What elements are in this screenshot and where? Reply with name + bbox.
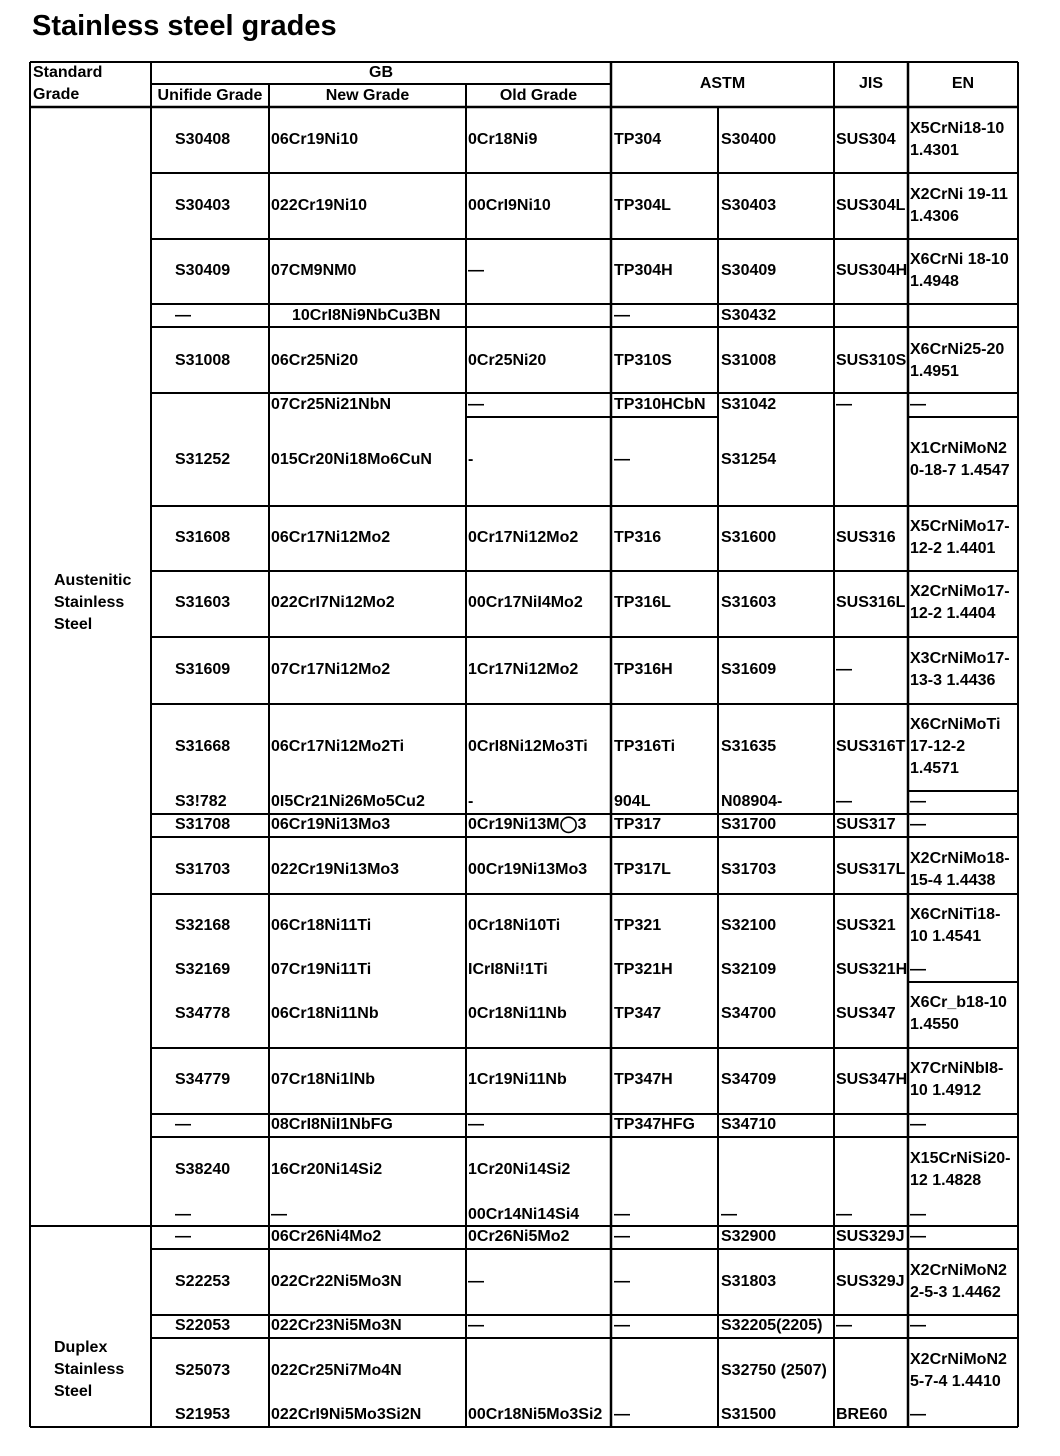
cell-en: X2CrNiMo18- 15-4 1.4438 (910, 850, 1010, 889)
cell-unified-grade: — (175, 1206, 191, 1223)
cell-en: X5CrNiMo17- 12-2 1.4401 (910, 518, 1010, 557)
cell-jis: SUS347H (836, 1071, 908, 1088)
cell-astm-uns: S31042 (721, 396, 777, 413)
cell-new-grade: 022Cr23Ni5Mo3N (271, 1317, 402, 1334)
cell-astm-uns: S34709 (721, 1071, 777, 1088)
cell-old-grade: 00Cr19Ni13Mo3 (468, 861, 588, 878)
cell-astm-uns: S31700 (721, 816, 777, 833)
cell-jis: SUS317 (836, 816, 896, 833)
cell-en: X2CrNiMoN2 2-5-3 1.4462 (910, 1262, 1007, 1301)
cell-astm-uns: — (721, 1206, 737, 1223)
cell-unified-grade: S30409 (175, 262, 231, 279)
cell-unified-grade: S31703 (175, 861, 231, 878)
cell-astm-uns: S34700 (721, 1005, 777, 1022)
cell-astm-tp: — (614, 1406, 630, 1423)
header-new-grade: New Grade (325, 87, 410, 104)
cell-astm-uns: S30403 (721, 197, 777, 214)
cell-en: — (910, 961, 926, 978)
cell-old-grade: — (468, 262, 484, 279)
cell-old-grade: - (468, 451, 474, 468)
cell-astm-uns: S32100 (721, 917, 777, 934)
cell-en: X3CrNiMo17- 13-3 1.4436 (910, 650, 1010, 689)
cell-astm-uns: N08904- (721, 793, 783, 810)
cell-unified-grade: S34779 (175, 1071, 231, 1088)
cell-new-grade: 022CrI9Ni5Mo3Si2N (271, 1406, 422, 1423)
cell-new-grade: 06Cr18Ni11Nb (271, 1005, 379, 1022)
cell-astm-tp: — (614, 1206, 630, 1223)
cell-new-grade: — (271, 1206, 287, 1223)
cell-jis: — (836, 661, 852, 678)
cell-new-grade: 022CrI7Ni12Mo2 (271, 594, 395, 611)
cell-jis: — (836, 1206, 852, 1223)
cell-old-grade: 0CrI8Ni12Mo3Ti (468, 738, 588, 755)
cell-jis: SUS310S (836, 352, 907, 369)
cell-new-grade: 07Cr18Ni1lNb (271, 1071, 376, 1088)
cell-astm-uns: S30432 (721, 307, 777, 324)
cell-jis: — (836, 1317, 852, 1334)
cell-astm-uns: S31500 (721, 1406, 777, 1423)
cell-astm-uns: S31008 (721, 352, 777, 369)
cell-en: X2CrNiMo17- 12-2 1.4404 (910, 583, 1010, 622)
cell-astm-tp: TP347 (614, 1005, 662, 1022)
cell-old-grade: 00Cr17NiI4Mo2 (468, 594, 583, 611)
cell-en: — (910, 1206, 926, 1223)
cell-old-grade: 0Cr18Ni11Nb (468, 1005, 567, 1022)
cell-old-grade: 1Cr20Ni14Si2 (468, 1161, 571, 1178)
cell-astm-uns: S32109 (721, 961, 777, 978)
cell-new-grade: 0I5Cr21Ni26Mo5Cu2 (271, 793, 425, 810)
cell-old-grade: — (468, 1317, 484, 1334)
cell-astm-tp: TP347H (614, 1071, 673, 1088)
cell-old-grade: 0Cr19Ni13M◯3 (468, 816, 587, 833)
cell-unified-grade: S31668 (175, 738, 231, 755)
cell-astm-uns: S31254 (721, 451, 777, 468)
cell-unified-grade: S31609 (175, 661, 231, 678)
cell-astm-tp: TP347HFG (614, 1116, 695, 1133)
cell-new-grade: 022Cr25Ni7Mo4N (271, 1362, 402, 1379)
cell-jis: SUS304H (836, 262, 908, 279)
cell-astm-tp: TP310HCbN (614, 396, 706, 413)
cell-unified-grade: S34778 (175, 1005, 231, 1022)
cell-new-grade: 07Cr25Ni21NbN (271, 396, 392, 413)
cell-astm-uns: S31803 (721, 1273, 777, 1290)
cell-unified-grade: — (175, 1116, 191, 1133)
cell-astm-uns: S32205(2205) (721, 1317, 823, 1334)
cell-astm-tp: TP310S (614, 352, 672, 369)
cell-astm-uns: S30409 (721, 262, 777, 279)
cell-unified-grade: S32168 (175, 917, 231, 934)
cell-en: — (910, 793, 926, 810)
cell-en: — (910, 816, 926, 833)
cell-astm-tp: TP304 (614, 131, 662, 148)
cell-new-grade: 10CrI8Ni9NbCu3BN (292, 307, 441, 324)
cell-en: X6CrNi 18-10 1.4948 (910, 251, 1009, 290)
cell-new-grade: 015Cr20Ni18Mo6CuN (271, 451, 432, 468)
cell-new-grade: 07Cr19Ni11Ti (271, 961, 372, 978)
cell-old-grade: 00Cr14Ni14Si4 (468, 1206, 580, 1223)
cell-en: — (910, 1228, 926, 1245)
header-standard-grade: Standard Grade (33, 64, 103, 103)
cell-unified-grade: — (175, 1228, 191, 1245)
cell-astm-uns: S31609 (721, 661, 777, 678)
cell-unified-grade: S3!782 (175, 793, 227, 810)
cell-astm-tp: TP316H (614, 661, 673, 678)
cell-new-grade: 06Cr18Ni11Ti (271, 917, 372, 934)
cell-jis: SUS329J (836, 1228, 905, 1245)
cell-old-grade: — (468, 1273, 484, 1290)
cell-en: X2CrNi 19-11 1.4306 (910, 186, 1008, 225)
cell-astm-tp: 904L (614, 793, 651, 810)
cell-jis: SUS347 (836, 1005, 896, 1022)
cell-old-grade: 0Cr18Ni10Ti (468, 917, 561, 934)
cell-en: — (910, 1116, 926, 1133)
cell-unified-grade: — (175, 307, 191, 324)
cell-unified-grade: S31708 (175, 816, 231, 833)
cell-astm-uns: S32900 (721, 1228, 777, 1245)
cell-en: X6CrNiTi18- 10 1.4541 (910, 906, 1001, 945)
cell-new-grade: 022Cr19Ni10 (271, 197, 368, 214)
cell-astm-tp: TP321 (614, 917, 662, 934)
cell-en: — (910, 396, 926, 413)
cell-unified-grade: S32169 (175, 961, 231, 978)
cell-new-grade: 07Cr17Ni12Mo2 (271, 661, 391, 678)
category-austenitic: Austenitic Stainless Steel (54, 572, 132, 633)
cell-jis: — (836, 396, 852, 413)
cell-jis: BRE60 (836, 1406, 888, 1423)
cell-new-grade: 022Cr22Ni5Mo3N (271, 1273, 402, 1290)
cell-jis: SUS317L (836, 861, 906, 878)
cell-astm-tp: TP316 (614, 529, 662, 546)
cell-old-grade: 1Cr17Ni12Mo2 (468, 661, 579, 678)
cell-en: X2CrNiMoN2 5-7-4 1.4410 (910, 1351, 1007, 1390)
cell-old-grade: 00CrI9Ni10 (468, 197, 551, 214)
cell-new-grade: 022Cr19Ni13Mo3 (271, 861, 400, 878)
cell-astm-uns: S31635 (721, 738, 777, 755)
header-old-grade: Old Grade (499, 87, 578, 104)
cell-old-grade: - (468, 793, 474, 810)
cell-unified-grade: S21953 (175, 1406, 231, 1423)
cell-astm-tp: TP317L (614, 861, 671, 878)
cell-old-grade: 0Cr18Ni9 (468, 131, 538, 148)
cell-old-grade: 0Cr26Ni5Mo2 (468, 1228, 570, 1245)
cell-jis: — (836, 793, 852, 810)
cell-old-grade: — (468, 1116, 484, 1133)
cell-astm-tp: TP304L (614, 197, 671, 214)
cell-jis: SUS321 (836, 917, 896, 934)
cell-old-grade: 0Cr17Ni12Mo2 (468, 529, 579, 546)
cell-astm-tp: TP317 (614, 816, 662, 833)
cell-old-grade: — (468, 396, 484, 413)
cell-old-grade: 0Cr25Ni20 (468, 352, 547, 369)
cell-en: X6CrNiMoTi 17-12-2 1.4571 (910, 716, 1001, 777)
cell-astm-uns: S31703 (721, 861, 777, 878)
cell-unified-grade: S22253 (175, 1273, 231, 1290)
cell-new-grade: 06Cr17Ni12Mo2Ti (271, 738, 405, 755)
cell-unified-grade: S31252 (175, 451, 231, 468)
cell-jis: SUS304L (836, 197, 906, 214)
cell-en: X7CrNiNbI8- 10 1.4912 (910, 1060, 1004, 1099)
cell-unified-grade: S30408 (175, 131, 231, 148)
cell-en: X5CrNi18-10 1.4301 (910, 120, 1005, 159)
cell-unified-grade: S30403 (175, 197, 231, 214)
cell-astm-uns: S30400 (721, 131, 777, 148)
cell-astm-tp: — (614, 307, 630, 324)
header-unifide-grade: Unifide Grade (157, 87, 263, 104)
cell-new-grade: 06Cr17Ni12Mo2 (271, 529, 391, 546)
cell-new-grade: 08CrI8NiI1NbFG (271, 1116, 393, 1133)
cell-new-grade: 06Cr19Ni10 (271, 131, 359, 148)
cell-astm-tp: TP304H (614, 262, 673, 279)
cell-en: X6CrNi25-20 1.4951 (910, 341, 1005, 380)
cell-jis: SUS304 (836, 131, 896, 148)
cell-astm-uns: S31603 (721, 594, 777, 611)
cell-jis: SUS316 (836, 529, 896, 546)
cell-new-grade: 06Cr19Ni13Mo3 (271, 816, 391, 833)
cell-unified-grade: S31008 (175, 352, 231, 369)
cell-en: X1CrNiMoN2 0-18-7 1.4547 (910, 440, 1010, 479)
cell-new-grade: 06Cr25Ni20 (271, 352, 359, 369)
cell-new-grade: 07CM9NM0 (271, 262, 357, 279)
header-en: EN (951, 75, 975, 92)
page-title: Stainless steel grades (32, 10, 337, 42)
cell-unified-grade: S25073 (175, 1362, 231, 1379)
category-duplex: Duplex Stainless Steel (54, 1339, 125, 1400)
cell-jis: SUS316T (836, 738, 906, 755)
cell-en: — (910, 1317, 926, 1334)
cell-astm-tp: TP316Ti (614, 738, 676, 755)
cell-astm-uns: S32750 (2507) (721, 1362, 827, 1379)
cell-old-grade: 1Cr19Ni11Nb (468, 1071, 567, 1088)
cell-astm-tp: TP316L (614, 594, 671, 611)
cell-en: X6Cr_b18-10 1.4550 (910, 994, 1007, 1033)
cell-new-grade: 16Cr20Ni14Si2 (271, 1161, 383, 1178)
cell-astm-tp: — (614, 451, 630, 468)
cell-astm-tp: — (614, 1317, 630, 1334)
cell-old-grade: 00Cr18Ni5Mo3Si2 (468, 1406, 603, 1423)
cell-jis: SUS329J (836, 1273, 905, 1290)
cell-astm-uns: S31600 (721, 529, 777, 546)
header-jis: JIS (858, 75, 883, 92)
cell-astm-tp: — (614, 1228, 630, 1245)
cell-unified-grade: S31608 (175, 529, 231, 546)
cell-astm-tp: — (614, 1273, 630, 1290)
cell-en: — (910, 1406, 926, 1423)
cell-astm-tp: TP321H (614, 961, 673, 978)
cell-jis: SUS316L (836, 594, 906, 611)
cell-astm-uns: S34710 (721, 1116, 777, 1133)
cell-unified-grade: S38240 (175, 1161, 231, 1178)
header-astm: ASTM (699, 75, 746, 92)
cell-new-grade: 06Cr26Ni4Mo2 (271, 1228, 382, 1245)
header-gb: GB (369, 64, 393, 81)
cell-unified-grade: S31603 (175, 594, 231, 611)
cell-en: X15CrNiSi20- 12 1.4828 (910, 1150, 1011, 1189)
cell-jis: SUS321H (836, 961, 908, 978)
cell-unified-grade: S22053 (175, 1317, 231, 1334)
cell-old-grade: ICrI8Ni!1Ti (468, 961, 548, 978)
